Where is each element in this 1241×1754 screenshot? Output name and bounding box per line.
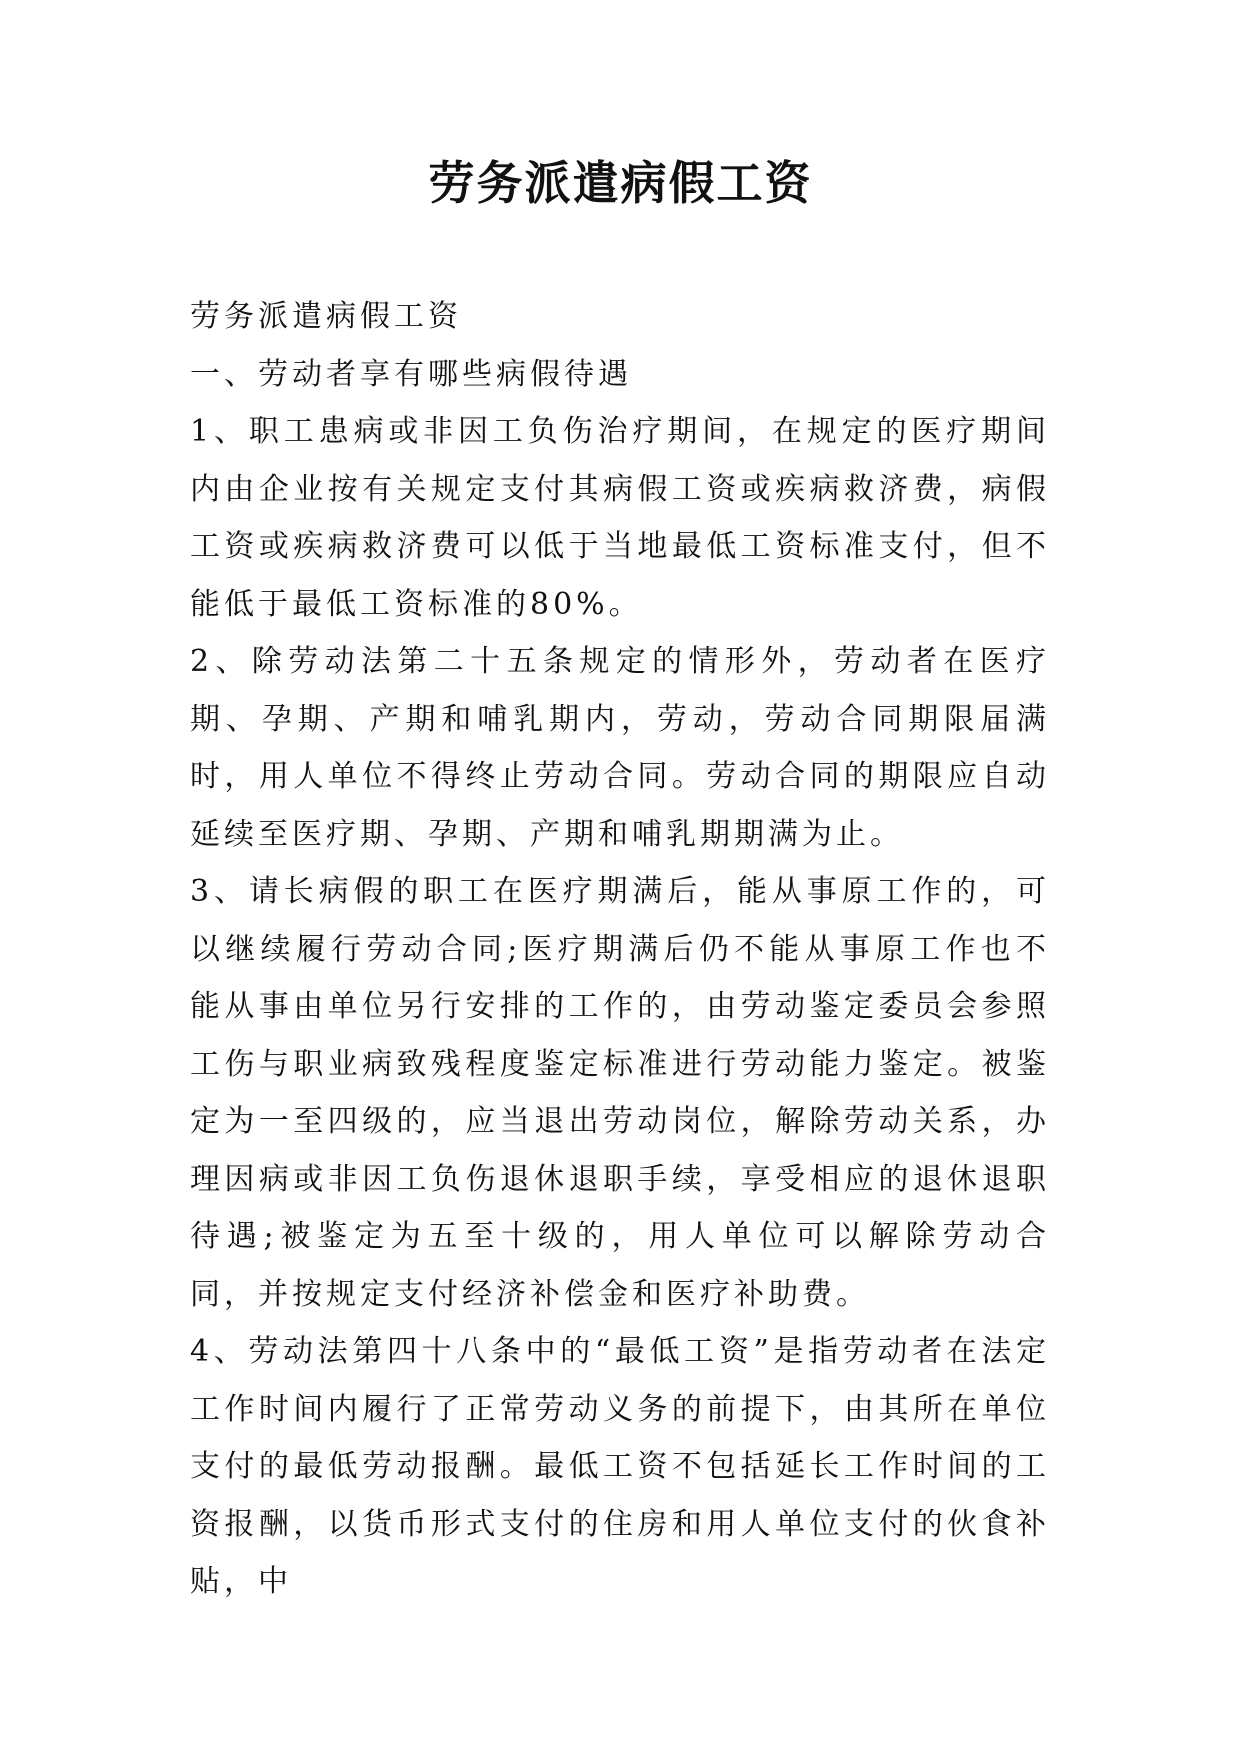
paragraph-item-4: 4、劳动法第四十八条中的“最低工资”是指劳动者在法定工作时间内履行了正常劳动义务的前提下，由其所在单位支付的最低劳动报酬。最低工资不包括延长工作时间的工资报酬，以货币形式支付的住房和用人单位支付的伙食补贴，中 — [190, 1334, 1050, 1599]
section-heading: 一、劳动者享有哪些病假待遇 — [190, 356, 632, 392]
paragraph-item-1: 1、职工患病或非因工负伤治疗期间，在规定的医疗期间内由企业按有关规定支付其病假工资或疾病救济费，病假工资或疾病救济费可以低于当地最低工资标准支付，但不能低于最低工资标准的80%。 — [190, 414, 1050, 622]
paragraph-item-3: 3、请长病假的职工在医疗期满后，能从事原工作的，可以继续履行劳动合同;医疗期满后仍不能从事原工作也不能从事由单位另行安排的工作的，由劳动鉴定委员会参照工伤与职业病致残程度鉴定标准进行劳动能力鉴定。被鉴定为一至四级的，应当退出劳动岗位，解除劳动关系，办理因病或非因工负伤退休退职手续，享受相应的退休退职待遇;被鉴定为五至十级的，用人单位可以解除劳动合同，并按规定支付经济补偿金和医疗补助费。 — [190, 874, 1050, 1312]
paragraph-subtitle: 劳务派遣病假工资 — [190, 299, 462, 334]
document-title: 劳务派遣病假工资 — [428, 156, 813, 210]
paragraph-item-2: 2、除劳动法第二十五条规定的情形外，劳动者在医疗期、孕期、产期和哺乳期内，劳动，劳动合同期限届满时，用人单位不得终止劳动合同。劳动合同的期限应自动延续至医疗期、孕期、产期和哺乳期期满为止。 — [190, 644, 1050, 852]
document-body — [190, 288, 1050, 1611]
